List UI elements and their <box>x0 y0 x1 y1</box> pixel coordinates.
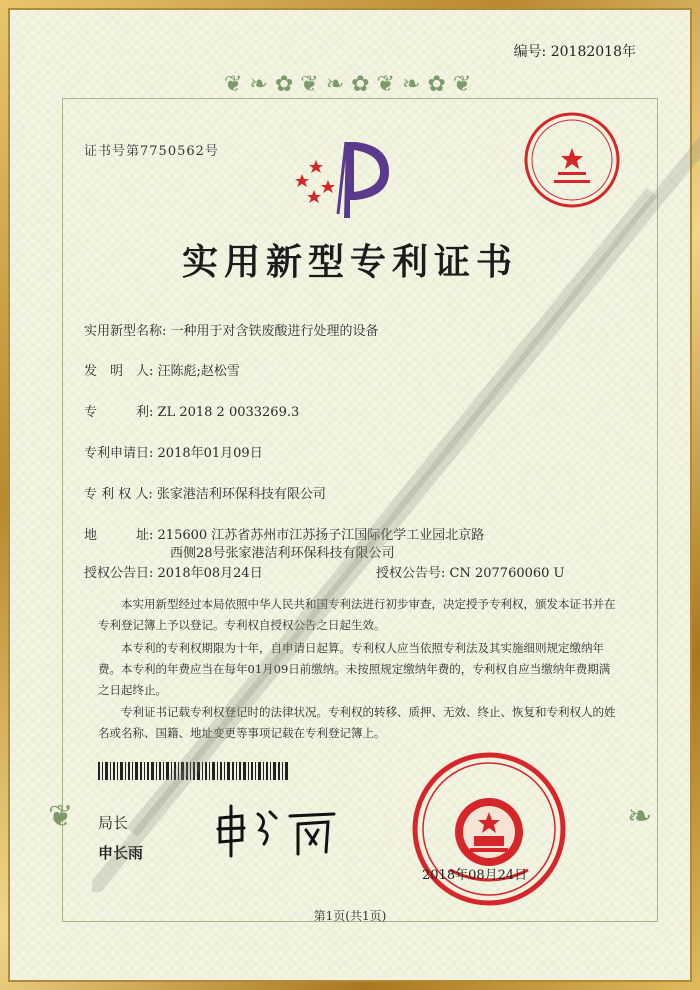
field-label: 专利申请日: <box>84 446 154 461</box>
director-name: 申长雨 <box>98 844 144 862</box>
agency-stamp-icon <box>522 110 622 210</box>
field-label: 地 址: <box>84 528 154 543</box>
field-address <box>84 524 484 543</box>
serial-number: 编号: 20182018年 <box>513 44 636 60</box>
certificate-paper <box>12 12 688 978</box>
field-label: 专 利 权 人: <box>84 487 153 502</box>
field-value: 张家港洁利环保科技有限公司 <box>156 487 326 502</box>
ornament-bottom-left-icon: ❦ <box>48 799 74 834</box>
ornament-top-icon: ❦ ❧ ✿ ❦ ❧ ✿ ❦ ❧ ✿ ❦ <box>224 72 472 97</box>
field-address-line2 <box>170 542 395 561</box>
field-patent-number <box>84 401 299 420</box>
paragraph-status: 专利证书记载专利权登记时的法律状况。专利权的转移、质押、无效、终止、恢复和专利权人的姓名或名称、国籍、地址变更等事项记载在专利登记簿上。 <box>98 705 616 740</box>
field-label: 发 明 人: <box>84 364 154 379</box>
field-value: 西侧28号张家港洁利环保科技有限公司 <box>170 546 395 561</box>
page-number: 第1页(共1页) <box>313 909 387 923</box>
director-title: 局长 <box>98 814 129 832</box>
field-value: 一种用于对含铁废酸进行处理的设备 <box>170 324 379 339</box>
paragraph-grant: 本实用新型经过本局依照中华人民共和国专利法进行初步审查，决定授予专利权，颁发本证书并在专利登记簿上予以登记。专利权自授权公告之日起生效。 <box>98 597 616 632</box>
certificate-title: 实用新型专利证书 <box>181 241 518 283</box>
field-value: 215600 江苏省苏州市江苏扬子江国际化学工业园北京路 <box>157 528 485 543</box>
certificate-number: 证书号第7750562号 <box>84 144 219 159</box>
field-value: 2018年01月09日 <box>157 446 263 461</box>
field-filing-date <box>84 442 263 461</box>
field-grant-date <box>84 562 263 581</box>
field-inventor <box>84 360 240 379</box>
field-value: CN 207760060 U <box>449 566 565 581</box>
patent-office-seal-icon <box>410 750 568 908</box>
field-utility-name <box>84 320 379 339</box>
ornament-bottom-right-icon: ❧ <box>627 799 653 834</box>
field-value: 汪陈彪;赵松雪 <box>157 364 240 379</box>
field-value: 2018年08月24日 <box>157 566 263 581</box>
field-patentee <box>84 483 326 502</box>
field-label: 专 利: <box>84 405 154 420</box>
seal-date: 2018年08月24日 <box>422 868 528 883</box>
field-grant-number <box>376 562 565 581</box>
field-label: 授权公告日: <box>84 566 154 581</box>
field-label: 授权公告号: <box>376 566 446 581</box>
barcode-icon <box>98 762 288 780</box>
field-value: ZL 2018 2 0033269.3 <box>157 405 300 420</box>
patent-office-logo-icon <box>294 132 404 222</box>
field-label: 实用新型名称: <box>84 324 167 339</box>
paragraph-term: 本专利的专利权期限为十年，自申请日起算。专利权人应当依照专利法及其实施细则规定缴纳年费。本专利的年费应当在每年01月09日前缴纳。未按照规定缴纳年费的，专利权自应当缴纳年费期满之日起终止。 <box>98 641 611 697</box>
signature-icon <box>212 800 342 860</box>
